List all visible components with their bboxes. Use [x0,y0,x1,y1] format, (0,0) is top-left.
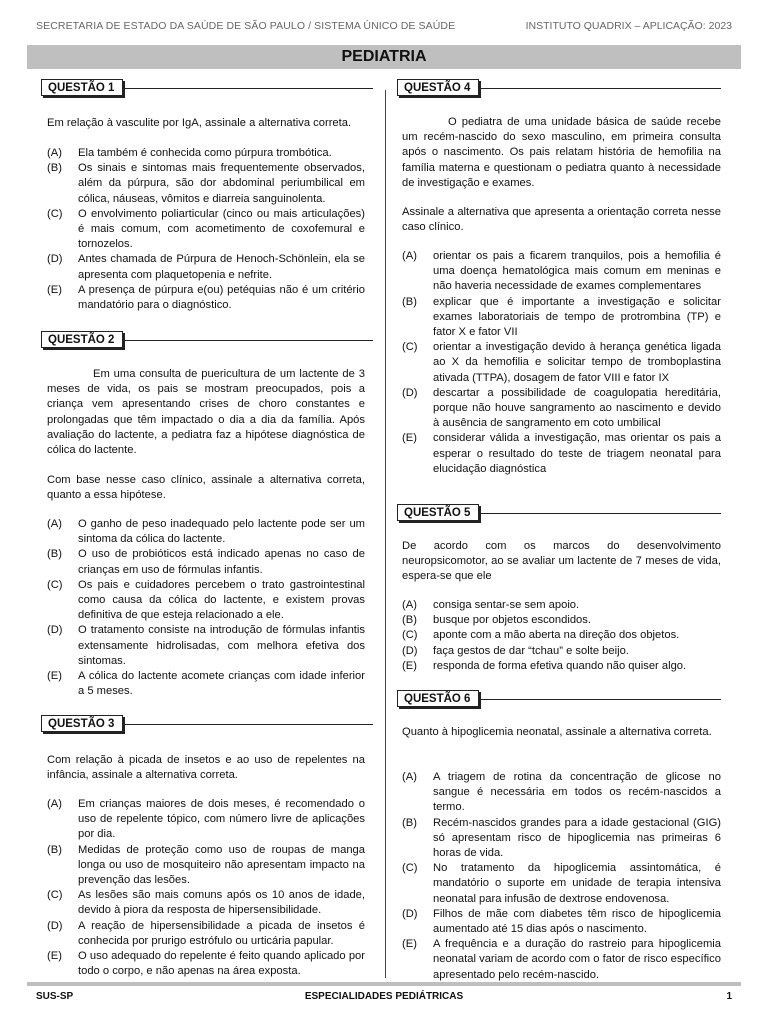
option-text: Recém-nascidos grandes para a idade gestacional (GIG) só apresentam risco de hipoglicemia nas primeiras 6 horas de vida. [433,816,721,860]
question-3-options [47,797,365,979]
question-6-label: QUESTÃO 6 [397,690,479,707]
answer-option [402,644,721,659]
question-5-label: QUESTÃO 5 [397,504,479,521]
answer-option [47,146,365,161]
option-text: Os pais e cuidadores percebem o trato gastrointestinal como causa da cólica do lactente, e existem provas definitiva de que esteja relacionado a ele. [78,578,365,622]
answer-option [402,613,721,628]
question-2-label: QUESTÃO 2 [41,331,123,348]
option-letter: (A) [402,599,417,611]
answer-option [47,283,365,313]
question-5-options [402,598,721,674]
option-letter: (B) [402,614,417,627]
question-4-options [402,249,721,477]
header-right: INSTITUTO QUADRIX – APLICAÇÃO: 2023 [525,20,732,32]
option-text: O ganho de peso inadequado pelo lactente pode ser um sintoma da cólica do lactente. [78,518,365,546]
option-text: responda de forma efetiva quando não quiser algo. [433,659,687,672]
option-text: Antes chamada de Púrpura de Henoch-Schönlein, ela se apresenta com plaquetopenia e nefrite. [78,253,365,281]
option-letter: (D) [402,907,418,920]
option-letter: (C) [402,862,418,875]
answer-option [47,623,365,669]
question-2-stem2: Com base nesse caso clínico, assinale a alternativa correta, quanto a essa hipótese. [47,474,365,502]
column-divider [385,90,386,978]
option-letter: (C) [47,578,63,591]
option-letter: (C) [402,629,418,642]
question-4-rule [481,88,721,89]
answer-option [47,547,365,577]
option-letter: (E) [402,432,417,445]
option-letter: (A) [402,250,417,262]
option-letter: (B) [402,295,417,308]
option-text: consiga sentar-se sem apoio. [433,599,580,611]
answer-option [47,919,365,949]
option-text: A frequência e a duração do rastreio para hipoglicemia neonatal variam de acordo com o fator de risco específico apresentado pelo recém-nascido. [433,938,721,981]
option-letter: (B) [47,162,62,175]
option-letter: (C) [402,341,418,354]
answer-option [47,578,365,624]
option-letter: (A) [402,771,417,783]
answer-option [47,161,365,207]
answer-option [402,386,721,432]
question-5-rule [481,513,721,514]
option-text: A presença de púrpura e(ou) petéquias não é um critério mandatório para o diagnóstico. [78,283,365,312]
footer-center: ESPECIALIDADES PEDIÁTRICAS [304,991,464,1002]
option-letter: (E) [402,938,417,951]
option-letter: (C) [47,889,63,902]
question-1-label: QUESTÃO 1 [41,79,123,96]
answer-option [402,598,721,613]
option-text: O envolvimento poliarticular (cinco ou mais articulações) é mais comum, com acometimento de coxofemural e tornozelos. [78,207,365,251]
question-1-options [47,146,365,313]
option-text: Medidas de proteção como uso de roupas de manga longa ou uso de mosquiteiro não apresentam impacto na prevenção das lesões. [78,843,365,887]
option-letter: (D) [47,253,63,266]
option-text: explicar que é importante a investigação e solicitar exames laboratoriais de tempo de protrombina (TP) e fator X e fator VII [433,295,721,339]
option-text: A cólica do lactente acomete crianças com idade inferior a 5 meses. [78,670,365,698]
option-text: faça gestos de dar “tchau” e solte beijo. [433,644,629,657]
question-2-rule [125,340,373,341]
subject-title: PEDIATRIA [27,45,741,69]
question-2-options [47,517,365,699]
option-text: busque por objetos escondidos. [433,614,591,627]
question-5-stem: De acordo com os marcos do desenvolvimento neuropsicomotor, ao se avaliar um lactente de 7 meses de vida, espera-se que ele [402,540,721,583]
answer-option [47,252,365,282]
option-text: No tratamento da hipoglicemia assintomática, é mandatório o suporte em unidade de terapia intensiva neonatal para infusão de dextrose endovenosa. [433,862,721,905]
option-letter: (A) [47,147,62,159]
header-left: SECRETARIA DE ESTADO DA SAÚDE DE SÃO PAULO / SISTEMA ÚNICO DE SAÚDE [36,20,456,32]
option-text: Os sinais e sintomas mais frequentemente observados, além da púrpura, são dor abdominal periumbilical em cólica, náuseas, vômitos e diarreia sanguinolenta. [78,162,365,205]
answer-option [47,517,365,547]
question-6-options [402,770,721,983]
option-text: O uso de probióticos está indicado apenas no caso de crianças em uso de fórmulas infantis. [78,548,365,576]
answer-option [47,207,365,253]
option-text: Ela também é conhecida como púrpura trombótica. [78,147,332,159]
option-text: descartar a possibilidade de coagulopatia hereditária, porque não houve sangramento ao nascimento e devido à ausência de sangramento em coto umbilical [433,386,721,430]
option-text: A reação de hipersensibilidade a picada de insetos é conhecida por prurigo estrófulo ou urticária papular. [78,919,365,947]
answer-option [402,295,721,341]
footer-rule [27,982,741,986]
option-letter: (D) [402,644,418,657]
answer-option [402,907,721,937]
answer-option [402,937,721,983]
answer-option [47,669,365,699]
answer-option [47,888,365,918]
page-number: 1 [726,991,732,1002]
option-text: O uso adequado do repelente é feito quando aplicado por todo o corpo, e não apenas na área exposta. [78,950,365,978]
question-3-stem: Com relação à picada de insetos e ao uso de repelentes na infância, assinale a alternativa correta. [47,754,365,782]
question-6-rule [481,699,721,700]
option-text: A triagem de rotina da concentração de glicose no sangue é necessária em todos os recém-nascidos a termo. [433,771,721,814]
footer-left: SUS-SP [36,991,74,1002]
answer-option [402,431,721,477]
option-letter: (A) [47,798,62,810]
option-letter: (E) [402,659,417,672]
question-1-stem: Em relação à vasculite por IgA, assinale a alternativa correta. [47,117,352,129]
answer-option [402,770,721,816]
answer-option [402,340,721,386]
option-letter: (E) [47,950,62,963]
option-letter: (C) [47,207,63,220]
answer-option [47,949,365,979]
question-4-label: QUESTÃO 4 [397,79,479,96]
option-text: Em crianças maiores de dois meses, é recomendado o uso de repelente tópico, com número livre de aplicações por dia. [78,798,365,841]
option-letter: (E) [47,670,62,683]
option-letter: (D) [402,386,418,399]
option-letter: (E) [47,283,62,296]
question-4-stem2: Assinale a alternativa que apresenta a orientação correta nesse caso clínico. [402,206,721,234]
option-text: orientar os pais a ficarem tranquilos, pois a hemofilia é uma doença hematológica mais comum em meninas e não haveria necessidade de exames complementares [433,250,721,293]
answer-option [47,843,365,889]
question-2-stem: Em uma consulta de puericultura de um lactente de 3 meses de vida, os pais se mostram preocupados, pois a criança vem apresentando crises de choro constantes e prolongadas que têm impactado o dia a dia da família. Após avaliação do lactente, a pediatra faz a hipótese diagnóstica de cólica do lactente. [47,368,365,457]
answer-option [47,797,365,843]
option-letter: (A) [47,518,62,530]
option-text: orientar a investigação devido à herança genética ligada ao X da hemofilia e solicitar tempo de tromboplastina ativada (TTPA), dosagem de fator VIII e fator IX [433,341,721,384]
option-text: Filhos de mãe com diabetes têm risco de hipoglicemia aumentado até 15 dias após o nascimento. [433,907,721,936]
answer-option [402,628,721,643]
option-letter: (B) [47,548,62,561]
question-3-label: QUESTÃO 3 [41,715,123,732]
answer-option [402,861,721,907]
question-6-stem: Quanto à hipoglicemia neonatal, assinale a alternativa correta. [402,726,712,738]
option-letter: (B) [47,843,62,856]
question-1-rule [125,88,373,89]
option-letter: (D) [47,624,63,637]
question-4-stem: O pediatra de uma unidade básica de saúde recebe um recém-nascido do sexo masculino, em primeira consulta após o nascimento. Os pais relatam história de hemofilia na família materna e questionam o pediatra quanto à necessidade de investigação e exames. [402,116,721,189]
question-3-rule [125,724,373,725]
answer-option [402,249,721,295]
option-text: considerar válida a investigação, mas orientar os pais a esperar o resultado do teste de triagem neonatal para elucidação diagnóstica [433,432,721,475]
option-letter: (D) [47,919,63,932]
option-text: aponte com a mão aberta na direção dos objetos. [433,629,680,642]
option-text: O tratamento consiste na introdução de fórmulas infantis extensamente hidrolisadas, com melhora efetiva dos sintomas. [78,624,365,667]
answer-option [402,816,721,862]
option-text: As lesões são mais comuns após os 10 anos de idade, devido à piora da resposta de hipersensibilidade. [78,889,365,917]
option-letter: (B) [402,816,417,829]
answer-option [402,659,721,674]
